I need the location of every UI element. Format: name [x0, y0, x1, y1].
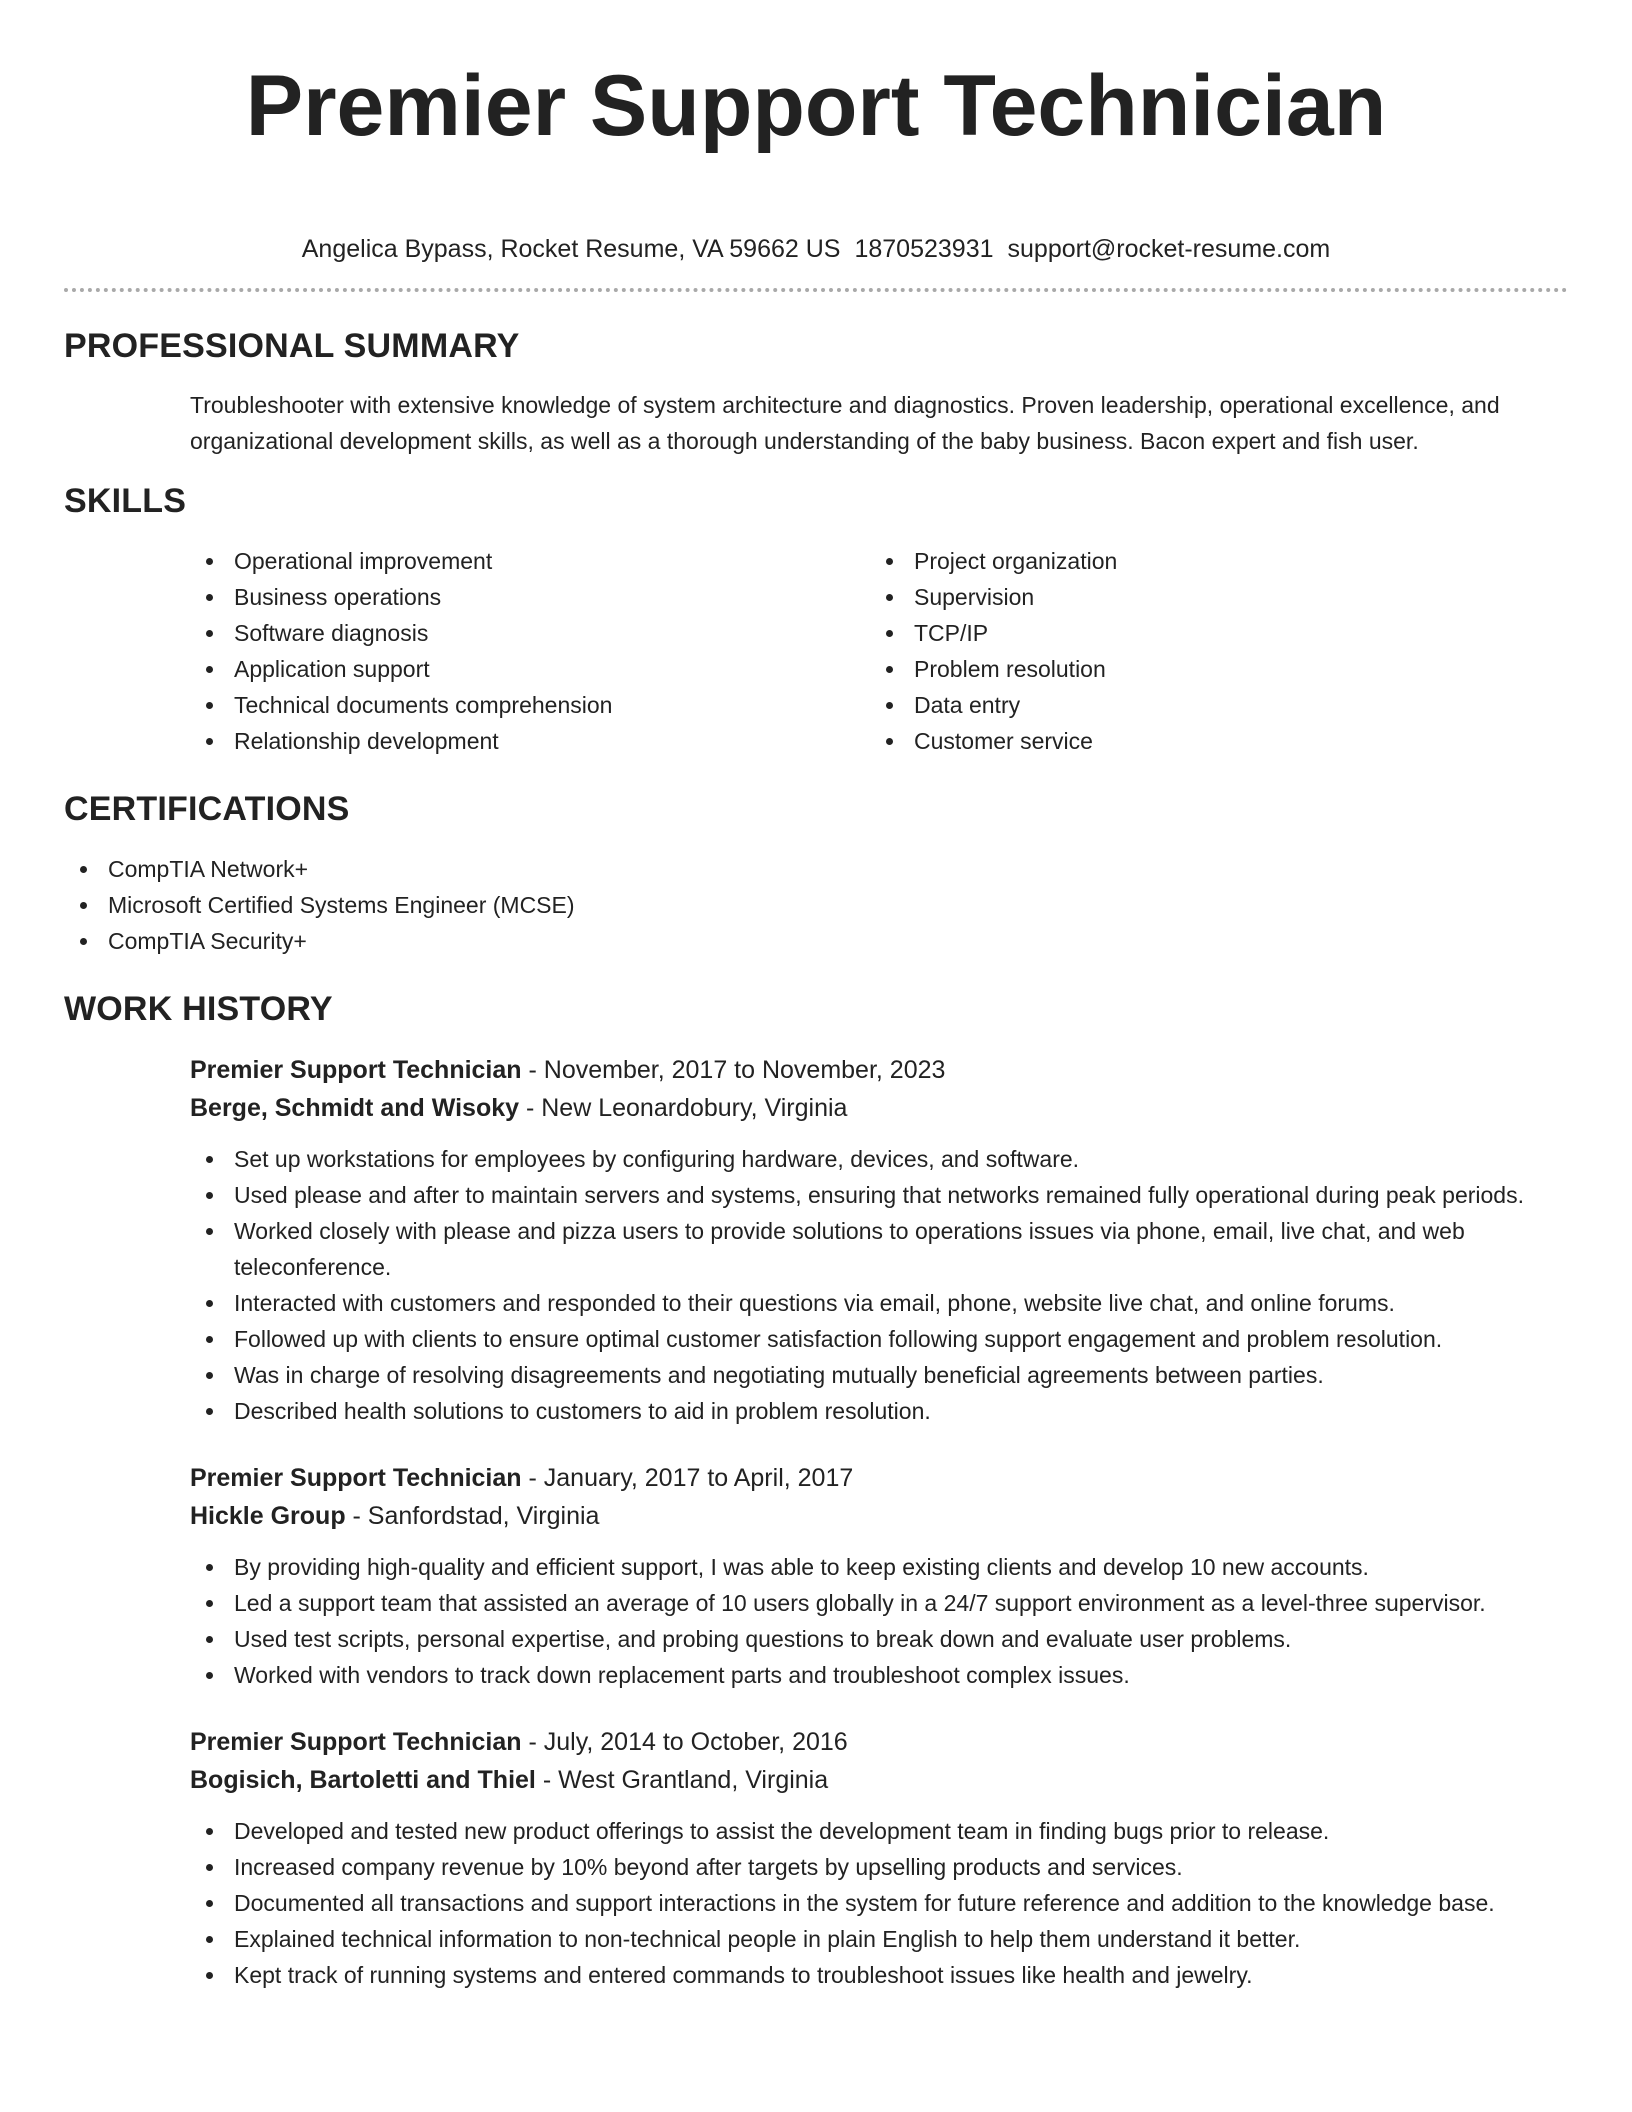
summary-text: Troubleshooter with extensive knowledge of system architecture and diagnostics. Proven leadership, operational excellence, and organizational development skills, as well as a thorough understanding of the baby business. Bacon expert and fish user.	[190, 392, 1500, 454]
duty-item: Interacted with customers and responded to their questions via email, phone, website live chat, and online forums.	[190, 1285, 1568, 1321]
duty-item: Documented all transactions and support interactions in the system for future reference and addition to the knowledge base.	[190, 1885, 1568, 1921]
job-title-line	[190, 1459, 1568, 1497]
job-dates: - January, 2017 to April, 2017	[521, 1464, 854, 1492]
job-location: - West Grantland, Virginia	[535, 1766, 829, 1794]
skill-item: Business operations	[190, 579, 870, 615]
skills-column-right	[870, 543, 1550, 759]
skill-item: Relationship development	[190, 723, 870, 759]
duty-item: Increased company revenue by 10% beyond after targets by upselling products and services.	[190, 1849, 1568, 1885]
job-role: Premier Support Technician	[190, 1056, 522, 1084]
skill-item: Technical documents comprehension	[190, 687, 870, 723]
contact-line	[64, 234, 1568, 264]
duty-item: Led a support team that assisted an average of 10 users globally in a 24/7 support environment as a level-three supervisor.	[190, 1585, 1568, 1621]
skill-item: Supervision	[870, 579, 1550, 615]
duty-item: Was in charge of resolving disagreements and negotiating mutually beneficial agreements between parties.	[190, 1357, 1568, 1393]
summary-heading: PROFESSIONAL SUMMARY	[64, 327, 520, 365]
skill-item: Application support	[190, 651, 870, 687]
job-company-line	[190, 1497, 1568, 1535]
job-duties	[190, 1141, 1568, 1429]
job-company: Bogisich, Bartoletti and Thiel	[190, 1766, 536, 1794]
job-entry	[190, 1459, 1568, 1693]
job-duties	[190, 1813, 1568, 1993]
work-history-heading: WORK HISTORY	[64, 990, 333, 1028]
job-location: - Sanfordstad, Virginia	[345, 1502, 600, 1530]
header-divider	[64, 288, 1568, 292]
job-role: Premier Support Technician	[190, 1464, 522, 1492]
job-title-line	[190, 1723, 1568, 1761]
duty-item: Explained technical information to non-technical people in plain English to help them understand it better.	[190, 1921, 1568, 1957]
duty-item: Followed up with clients to ensure optimal customer satisfaction following support engagement and problem resolution.	[190, 1321, 1568, 1357]
skill-item: Customer service	[870, 723, 1550, 759]
skill-item: Project organization	[870, 543, 1550, 579]
skill-item: Data entry	[870, 687, 1550, 723]
job-entry	[190, 1723, 1568, 1993]
contact-address: Angelica Bypass, Rocket Resume, VA 59662 US	[301, 235, 841, 263]
certification-item: CompTIA Network+	[64, 851, 1568, 887]
job-duties	[190, 1549, 1568, 1693]
job-entry	[190, 1051, 1568, 1429]
skills-list	[190, 543, 1568, 759]
certifications-list	[64, 851, 1568, 959]
duty-item: Described health solutions to customers to aid in problem resolution.	[190, 1393, 1568, 1429]
skills-heading: SKILLS	[64, 482, 187, 520]
job-dates: - July, 2014 to October, 2016	[521, 1728, 848, 1756]
job-title-line	[190, 1051, 1568, 1089]
job-company: Berge, Schmidt and Wisoky	[190, 1094, 520, 1122]
skill-item: Problem resolution	[870, 651, 1550, 687]
skill-item: Operational improvement	[190, 543, 870, 579]
job-role: Premier Support Technician	[190, 1728, 522, 1756]
job-company-line	[190, 1761, 1568, 1799]
duty-item: Worked closely with please and pizza users to provide solutions to operations issues via phone, email, live chat, and web teleconference.	[190, 1213, 1568, 1285]
skill-item: Software diagnosis	[190, 615, 870, 651]
candidate-name: Premier Support Technician	[245, 58, 1387, 154]
contact-email: support@rocket-resume.com	[1007, 235, 1331, 263]
duty-item: Worked with vendors to track down replacement parts and troubleshoot complex issues.	[190, 1657, 1568, 1693]
contact-phone: 1870523931	[854, 235, 994, 263]
skills-column-left	[190, 543, 870, 759]
certification-item: CompTIA Security+	[64, 923, 1568, 959]
duty-item: By providing high-quality and efficient support, I was able to keep existing clients and develop 10 new accounts.	[190, 1549, 1568, 1585]
job-company-line	[190, 1089, 1568, 1127]
skill-item: TCP/IP	[870, 615, 1550, 651]
job-company: Hickle Group	[190, 1502, 346, 1530]
duty-item: Used please and after to maintain servers and systems, ensuring that networks remained fully operational during peak periods.	[190, 1177, 1568, 1213]
duty-item: Kept track of running systems and entered commands to troubleshoot issues like health and jewelry.	[190, 1957, 1568, 1993]
duty-item: Set up workstations for employees by configuring hardware, devices, and software.	[190, 1141, 1568, 1177]
duty-item: Used test scripts, personal expertise, and probing questions to break down and evaluate user problems.	[190, 1621, 1568, 1657]
duty-item: Developed and tested new product offerings to assist the development team in finding bugs prior to release.	[190, 1813, 1568, 1849]
certifications-heading: CERTIFICATIONS	[64, 790, 350, 828]
job-dates: - November, 2017 to November, 2023	[521, 1056, 946, 1084]
certification-item: Microsoft Certified Systems Engineer (MCSE)	[64, 887, 1568, 923]
job-location: - New Leonardobury, Virginia	[519, 1094, 848, 1122]
